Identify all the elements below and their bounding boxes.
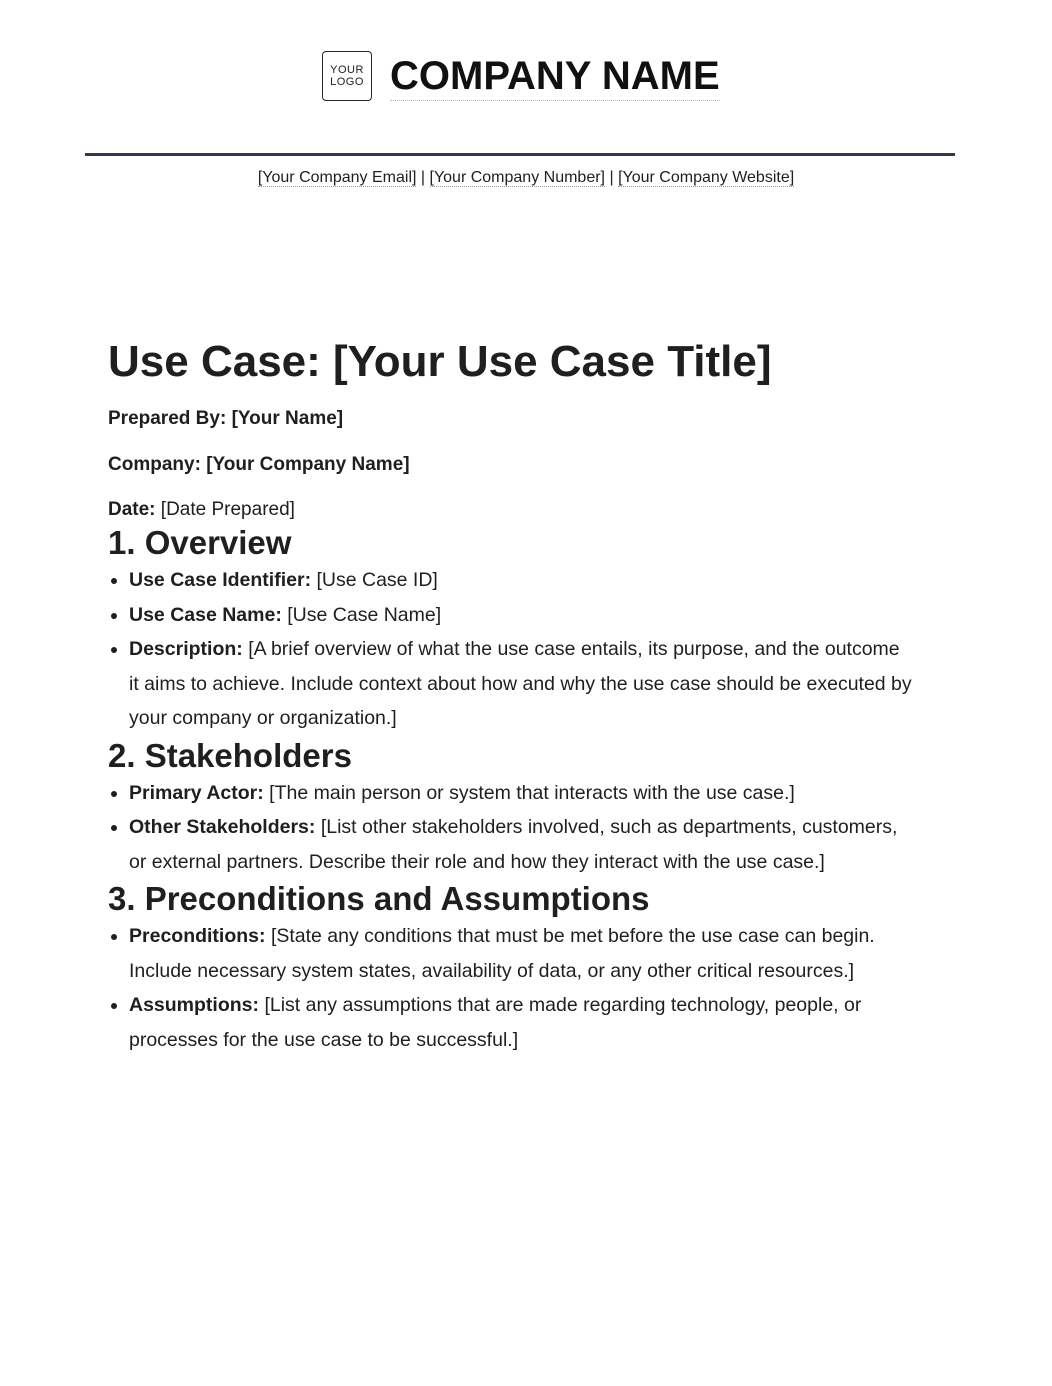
item-label: Use Case Identifier:	[129, 569, 312, 591]
prepared-by-value: [Your Name]	[231, 408, 344, 429]
contact-separator: |	[609, 169, 614, 186]
item-text: [A brief overview of what the use case entails, its purpose, and the outcome it aims to achieve. Include context about how and why the use case should be executed by your company or organization.]	[129, 638, 912, 729]
company-line	[108, 452, 913, 478]
item-text: [Use Case ID]	[316, 569, 438, 591]
list-item	[129, 598, 913, 633]
section-title-overview: 1. Overview	[108, 524, 292, 561]
date-label: Date:	[108, 499, 156, 520]
list-item	[129, 563, 913, 598]
company-value: [Your Company Name]	[206, 454, 410, 475]
date-line	[108, 497, 913, 523]
item-text: [List other stakeholders involved, such as departments, customers, or external partners. Describe their role and how they interact with the use case.]	[129, 816, 898, 873]
company-email: [Your Company Email]	[257, 169, 417, 186]
list-item	[129, 810, 913, 879]
company-name: COMPANY NAME	[390, 52, 720, 101]
prepared-by	[108, 406, 913, 432]
list-item	[129, 919, 913, 988]
item-text: [State any conditions that must be met before the use case can begin. Include necessary system states, availability of data, or any other critical resources.]	[129, 925, 875, 982]
list-item	[129, 776, 913, 811]
document-title: Use Case: [Your Use Case Title]	[108, 337, 772, 386]
contact-line	[0, 168, 1052, 188]
contact-separator: |	[420, 169, 426, 186]
item-text: [List any assumptions that are made regarding technology, people, or processes for the use case to be successful.]	[129, 994, 862, 1051]
preconditions-list	[108, 919, 913, 1057]
date-value: [Date Prepared]	[160, 499, 295, 520]
logo-text-line1: YOUR	[330, 64, 364, 76]
header-divider	[85, 153, 955, 156]
item-label: Use Case Name:	[129, 603, 282, 626]
stakeholders-list	[108, 776, 913, 880]
company-number: [Your Company Number]	[429, 169, 605, 186]
section-title-preconditions: 3. Preconditions and Assumptions	[108, 880, 650, 917]
list-item	[129, 988, 913, 1057]
item-text: [Use Case Name]	[287, 603, 442, 626]
list-item	[129, 632, 913, 736]
prepared-by-label: Prepared By:	[108, 408, 227, 429]
item-text: [The main person or system that interacts with the use case.]	[269, 781, 795, 804]
item-label: Description:	[129, 638, 243, 660]
company-website: [Your Company Website]	[618, 169, 795, 186]
section-title-stakeholders: 2. Stakeholders	[108, 736, 352, 774]
item-label: Preconditions:	[129, 925, 266, 947]
logo-placeholder	[322, 51, 372, 101]
document-body	[108, 334, 913, 1057]
item-label: Assumptions:	[129, 994, 260, 1016]
document-header	[0, 0, 1052, 200]
company-label: Company:	[108, 454, 201, 475]
item-label: Primary Actor:	[129, 781, 264, 804]
logo-text-line2: LOGO	[330, 76, 364, 88]
overview-list	[108, 563, 913, 736]
item-label: Other Stakeholders:	[129, 816, 316, 838]
